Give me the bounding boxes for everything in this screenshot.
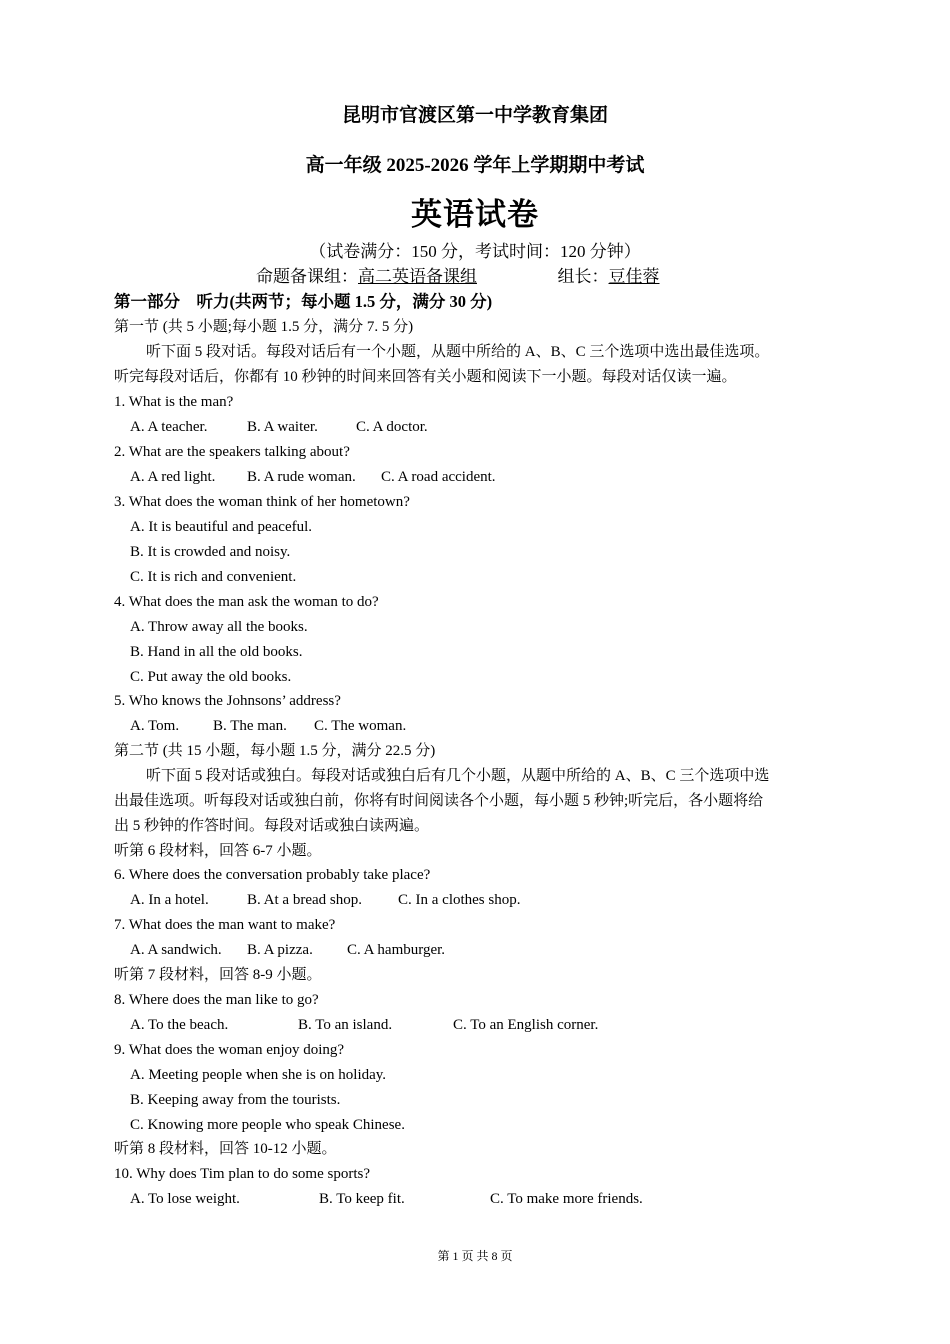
material-7-note: 听第 7 段材料，回答 8-9 小题。 <box>114 967 322 983</box>
option-c: C. Knowing more people who speak Chinese. <box>130 1117 405 1133</box>
option-b: B. Keeping away from the tourists. <box>130 1092 341 1108</box>
option-c: C. In a clothes shop. <box>398 892 521 908</box>
question-6: 6. Where does the conversation probably take place? <box>114 867 431 883</box>
section2-instruction-3: 出 5 秒钟的作答时间。每段对话或独白读两遍。 <box>114 818 430 834</box>
options-row <box>130 1190 643 1208</box>
page-footer: 第 1 页 共 8 页 <box>437 1249 513 1263</box>
subject-title: 英语试卷 <box>411 197 539 232</box>
exam-info: （试卷满分：150 分，考试时间：120 分钟） <box>309 242 641 261</box>
option-a: A. It is beautiful and peaceful. <box>130 519 313 535</box>
question-8: 8. Where does the man like to go? <box>114 992 319 1008</box>
options-row <box>130 941 445 959</box>
school-title: 昆明市官渡区第一中学教育集团 <box>341 105 608 126</box>
options-row <box>130 418 428 436</box>
option-a: A. A sandwich. <box>130 942 222 958</box>
question-9: 9. What does the woman enjoy doing? <box>114 1042 345 1058</box>
options-row <box>130 717 406 735</box>
options-row <box>130 1016 598 1034</box>
option-b: B. To keep fit. <box>319 1191 405 1207</box>
section1-instruction-1: 听下面 5 段对话。每段对话后有一个小题，从题中所给的 A、B、C 三个选项中选出最佳选项。 <box>146 344 770 360</box>
section2-instruction-1: 听下面 5 段对话或独白。每段对话或独白后有几个小题，从题中所给的 A、B、C 三个选项中选 <box>146 768 770 784</box>
leader-label: 组长： <box>557 267 609 286</box>
author-line <box>256 266 660 288</box>
option-b: B. A pizza. <box>247 942 313 958</box>
option-b: B. It is crowded and noisy. <box>130 544 291 560</box>
option-b: B. To an island. <box>298 1017 393 1033</box>
material-8-note: 听第 8 段材料，回答 10-12 小题。 <box>114 1141 337 1157</box>
option-c: C. A hamburger. <box>347 942 446 958</box>
question-3: 3. What does the woman think of her hometown? <box>114 494 410 510</box>
options-row <box>130 891 520 909</box>
question-5: 5. Who knows the Johnsons’ address? <box>114 693 341 709</box>
exam-title: 高一年级 2025-2026 学年上学期期中考试 <box>305 155 645 176</box>
option-a: A. To lose weight. <box>130 1191 240 1207</box>
options-row <box>130 468 496 486</box>
group-name: 高二英语备课组 <box>358 267 477 286</box>
option-b: B. A waiter. <box>247 419 318 435</box>
option-a: A. A red light. <box>130 469 216 485</box>
material-6-note: 听第 6 段材料，回答 6-7 小题。 <box>114 843 322 859</box>
section2-heading: 第二节 (共 15 小题，每小题 1.5 分，满分 22.5 分) <box>114 743 436 759</box>
option-b: B. A rude woman. <box>247 469 356 485</box>
question-1: 1. What is the man? <box>114 394 234 410</box>
leader-name: 豆佳蓉 <box>608 267 660 286</box>
option-c: C. A doctor. <box>356 419 428 435</box>
question-7: 7. What does the man want to make? <box>114 917 336 933</box>
option-a: A. A teacher. <box>130 419 208 435</box>
group-label: 命题备课组： <box>256 267 358 286</box>
option-c: C. To an English corner. <box>453 1017 599 1033</box>
section1-instruction-2: 听完每段对话后，你都有 10 秒钟的时间来回答有关小题和阅读下一小题。每段对话仅读一遍。 <box>114 369 737 385</box>
part1-heading: 第一部分 听力(共两节；每小题 1.5 分，满分 30 分) <box>114 292 493 311</box>
option-a: A. Tom. <box>130 718 180 734</box>
option-c: C. Put away the old books. <box>130 669 292 685</box>
option-a: A. Throw away all the books. <box>130 619 308 635</box>
question-10: 10. Why does Tim plan to do some sports? <box>114 1166 370 1182</box>
section2-instruction-2: 出最佳选项。听每段对话或独白前，你将有时间阅读各个小题，每小题 5 秒钟;听完后，各小题将给 <box>114 793 764 809</box>
option-a: A. Meeting people when she is on holiday. <box>130 1067 387 1083</box>
option-a: A. To the beach. <box>130 1017 229 1033</box>
question-4: 4. What does the man ask the woman to do? <box>114 594 379 610</box>
section1-heading: 第一节 (共 5 小题;每小题 1.5 分，满分 7. 5 分) <box>114 319 414 335</box>
option-c: C. To make more friends. <box>490 1191 643 1207</box>
option-a: A. In a hotel. <box>130 892 209 908</box>
question-2: 2. What are the speakers talking about? <box>114 444 350 460</box>
option-c: C. A road accident. <box>381 469 496 485</box>
option-b: B. At a bread shop. <box>247 892 362 908</box>
option-c: C. The woman. <box>314 718 407 734</box>
option-b: B. Hand in all the old books. <box>130 644 303 660</box>
option-b: B. The man. <box>213 718 287 734</box>
option-c: C. It is rich and convenient. <box>130 569 297 585</box>
